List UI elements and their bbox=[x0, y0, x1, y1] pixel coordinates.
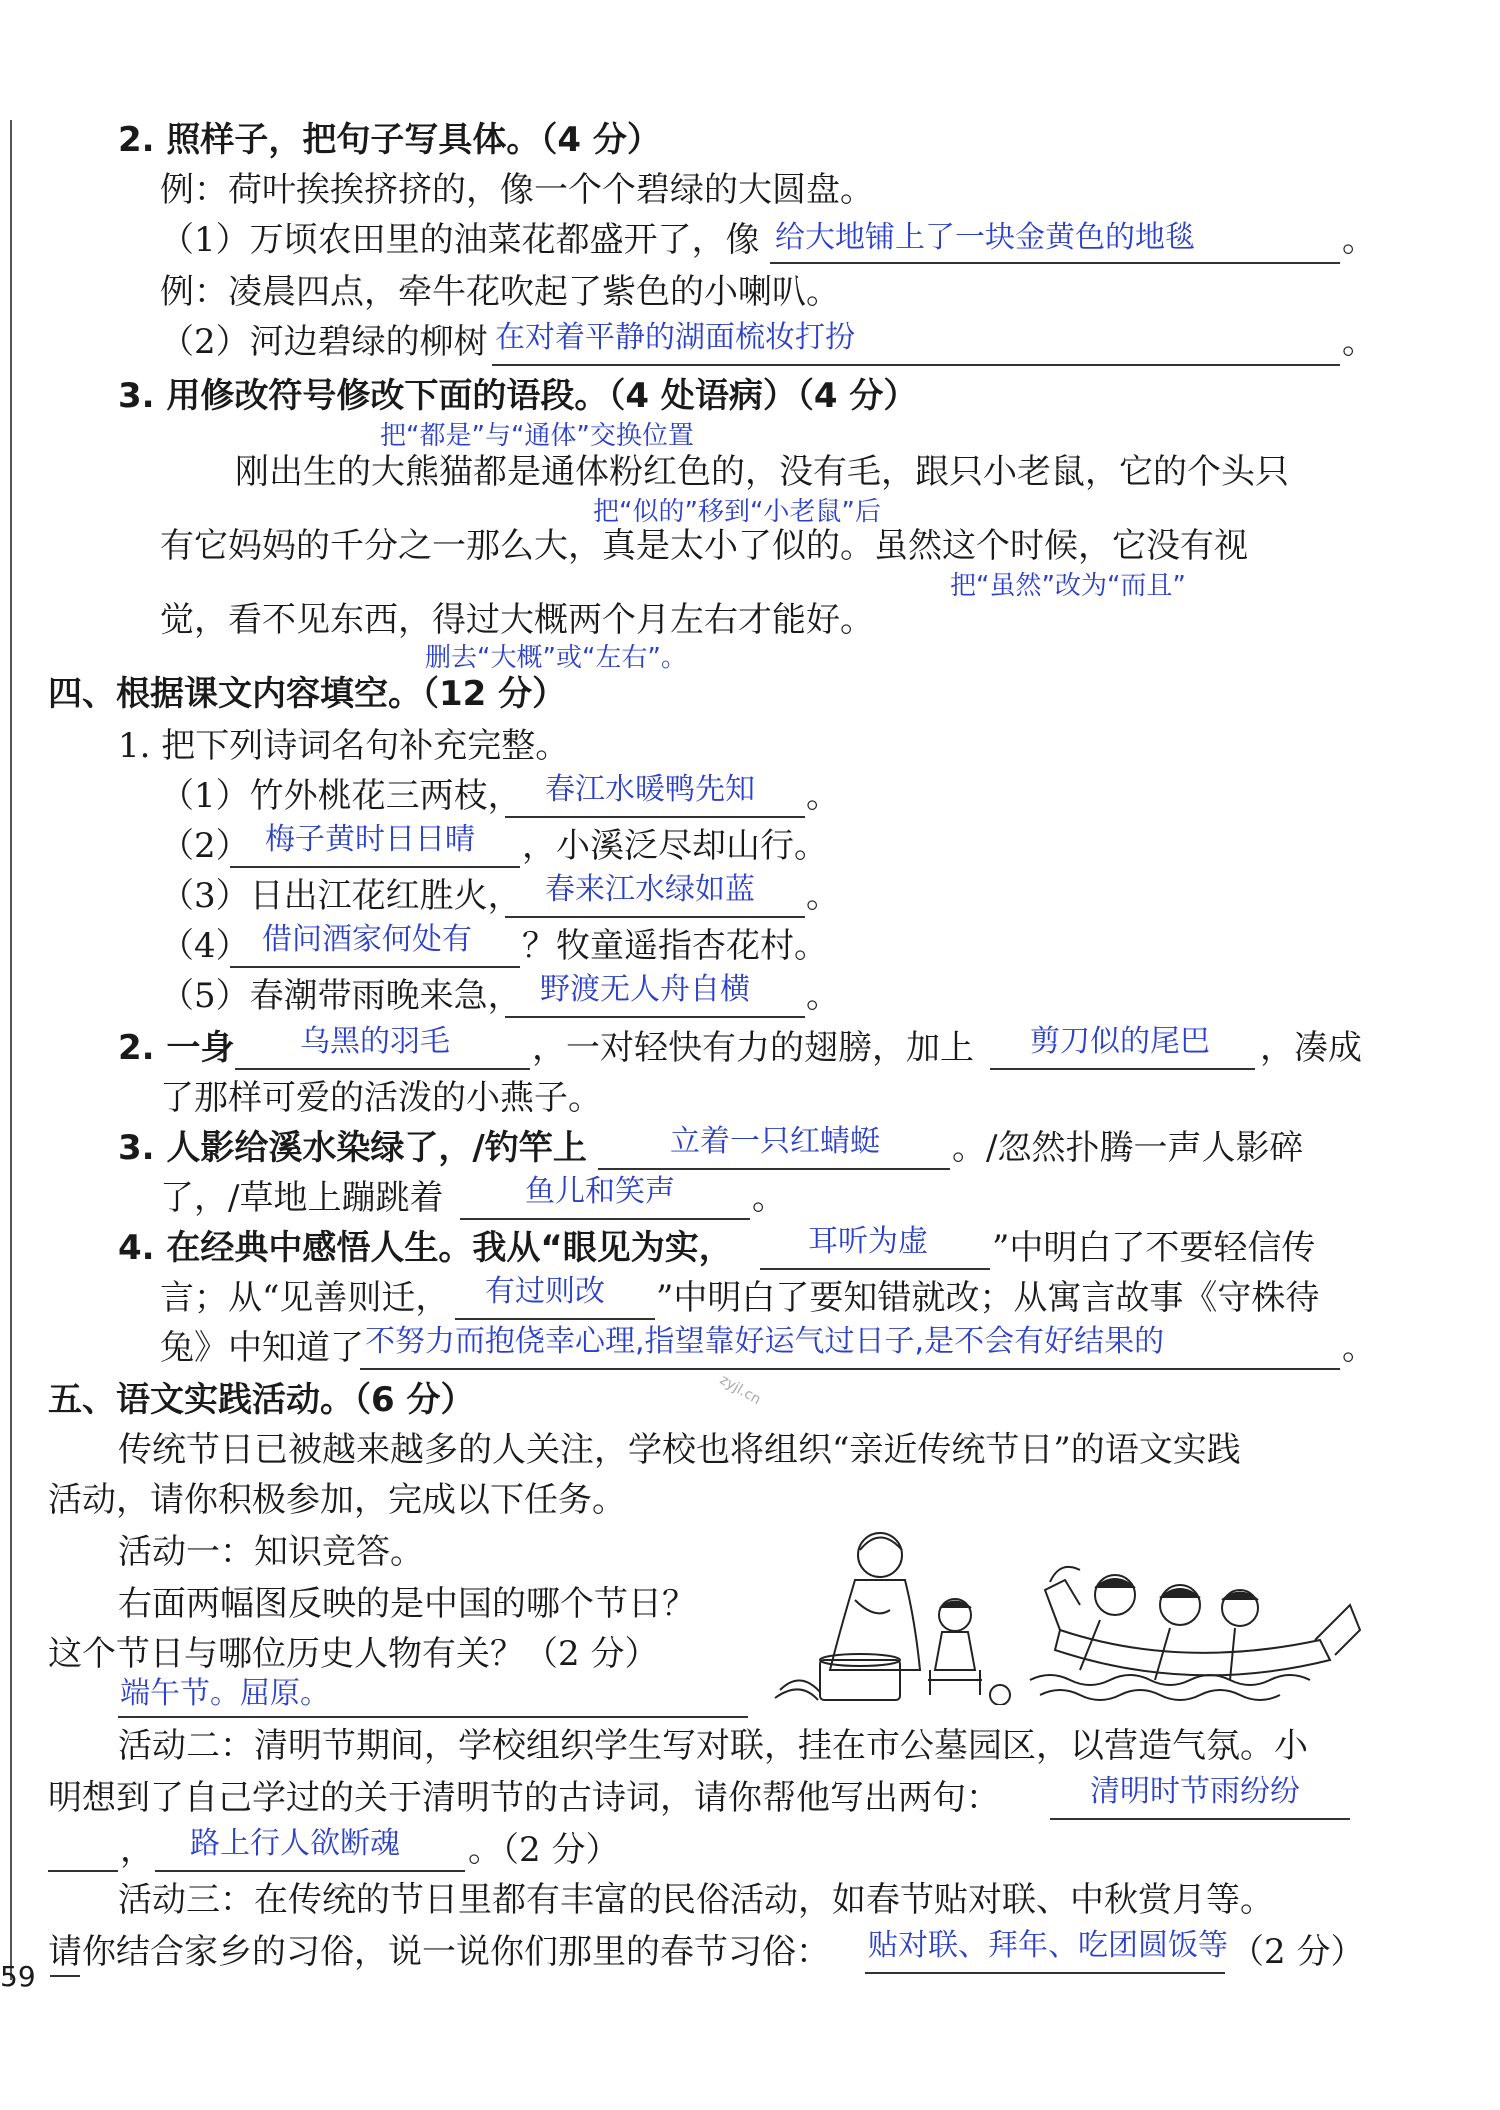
poem-end-1: 。 bbox=[806, 776, 840, 816]
q3-note-1: 把“都是”与“通体”交换位置 bbox=[380, 421, 694, 451]
s4-q4-answer-1: 耳听为虚 bbox=[808, 1224, 928, 1259]
activity-2-line-2: 明想到了自己学过的关于清明节的古诗词，请你帮他写出两句： bbox=[48, 1778, 1000, 1818]
poem-answer-4: 借问酒家何处有 bbox=[262, 922, 472, 957]
poem-line-1: （1）竹外桃花三两枝， bbox=[160, 776, 522, 816]
q2-answer-2: 在对着平静的湖面梳妆打扮 bbox=[495, 320, 855, 355]
s4-q3-b: 。/忽然扑腾一声人影碎 bbox=[952, 1128, 1304, 1168]
s4-q3-answer-2: 鱼儿和笑声 bbox=[525, 1174, 675, 1209]
s4-q2-c: ，凑成 bbox=[1260, 1028, 1362, 1068]
poem-answer-2: 梅子黄时日日晴 bbox=[265, 822, 475, 857]
activity-3-points: （2 分） bbox=[1230, 1932, 1365, 1972]
answer-line bbox=[155, 1870, 465, 1872]
s4-q2-a: 2. 一身 bbox=[118, 1028, 235, 1068]
q2-example-1: 例：荷叶挨挨挤挤的，像一个个碧绿的大圆盘。 bbox=[160, 170, 874, 210]
s4-q2-answer-2: 剪刀似的尾巴 bbox=[1030, 1024, 1210, 1059]
s5-intro-2: 活动，请你积极参加，完成以下任务。 bbox=[48, 1480, 626, 1520]
poem-answer-5: 野渡无人舟自横 bbox=[540, 972, 750, 1007]
q3-title: 3. 用修改符号修改下面的语段。（4 处语病）（4 分） bbox=[118, 376, 918, 416]
answer-line bbox=[505, 816, 805, 818]
answer-line bbox=[235, 1068, 530, 1070]
margin-line bbox=[10, 120, 12, 1980]
answer-line bbox=[118, 1716, 748, 1718]
s4-q4-f: 。 bbox=[1342, 1328, 1376, 1368]
q3-paragraph-line-1: 刚出生的大熊猫都是通体粉红色的，没有毛，跟只小老鼠，它的个头只 bbox=[235, 452, 1289, 492]
poem-end-5: 。 bbox=[806, 976, 840, 1016]
q3-note-3: 把“虽然”改为“而且” bbox=[950, 571, 1186, 601]
poem-line-2: （2） bbox=[160, 826, 250, 866]
s4-q3-answer-1: 立着一只红蜻蜓 bbox=[670, 1124, 880, 1159]
s4-q2-d: 了那样可爱的活泼的小燕子。 bbox=[160, 1078, 602, 1118]
q3-note-2: 把“似的”移到“小老鼠”后 bbox=[593, 497, 881, 527]
s4-q4-answer-3: 不努力而抱侥幸心理,指望靠好运气过日子,是不会有好结果的 bbox=[365, 1324, 1165, 1359]
answer-line bbox=[505, 916, 805, 918]
s4-q4-answer-2: 有过则改 bbox=[485, 1274, 605, 1309]
s4-q3-c: 了，/草地上蹦跳着 bbox=[160, 1178, 444, 1218]
answer-line bbox=[760, 1268, 990, 1270]
answer-line bbox=[460, 1218, 750, 1220]
answer-line bbox=[598, 1168, 950, 1170]
activity-2-answer-2: 路上行人欲断魂 bbox=[190, 1826, 400, 1861]
q3-note-4: 删去“大概”或“左右”。 bbox=[425, 643, 687, 673]
q2-title: 2. 照样子，把句子写具体。（4 分） bbox=[118, 120, 661, 160]
poem-answer-1: 春江水暖鸭先知 bbox=[545, 772, 755, 807]
activity-3-line-2: 请你结合家乡的习俗，说一说你们那里的春节习俗： bbox=[48, 1932, 830, 1972]
activity-3-answer: 贴对联、拜年、吃团圆饭等 bbox=[868, 1928, 1228, 1963]
q2-answer-1: 给大地铺上了一块金黄色的地毯 bbox=[775, 220, 1195, 255]
activity-1-title: 活动一：知识竞答。 bbox=[118, 1532, 424, 1572]
s4-q4-a: 4. 在经典中感悟人生。我从“眼见为实， bbox=[118, 1228, 733, 1268]
s4-q1-title: 1. 把下列诗词名句补充完整。 bbox=[118, 726, 570, 766]
activity-2-line-1: 活动二：清明节期间，学校组织学生写对联，挂在市公墓园区，以营造气氛。小 bbox=[118, 1726, 1308, 1766]
poem-line-5: （5）春潮带雨晚来急， bbox=[160, 976, 522, 1016]
answer-line bbox=[230, 866, 520, 868]
q2-end-2: 。 bbox=[1342, 322, 1376, 362]
festival-illustration bbox=[760, 1520, 1370, 1705]
q3-paragraph-line-2: 有它妈妈的千分之一那么大，真是太小了似的。虽然这个时候，它没有视 bbox=[160, 526, 1248, 566]
activity-1-question-2: 这个节日与哪位历史人物有关？（2 分） bbox=[48, 1634, 659, 1674]
poem-end-2: ，小溪泛尽却山行。 bbox=[522, 826, 828, 866]
poem-end-4: ？牧童遥指杏花村。 bbox=[522, 926, 828, 966]
s4-q4-e: 兔》中知道了 bbox=[160, 1328, 364, 1368]
answer-line bbox=[990, 1068, 1255, 1070]
s4-q4-c: 言；从“见善则迁， bbox=[160, 1278, 450, 1318]
answer-line bbox=[1050, 1818, 1350, 1820]
answer-line bbox=[455, 1318, 655, 1320]
s4-q3-a: 3. 人影给溪水染绿了，/钓竿上 bbox=[118, 1128, 587, 1168]
s4-q4-d: ”中明白了要知错就改；从寓言故事《守株待 bbox=[656, 1278, 1320, 1318]
s5-intro-1: 传统节日已被越来越多的人关注，学校也将组织“亲近传统节日”的语文实践 bbox=[118, 1430, 1241, 1470]
poem-answer-3: 春来江水绿如蓝 bbox=[545, 872, 755, 907]
s4-q3-d: 。 bbox=[752, 1178, 786, 1218]
s4-q2-answer-1: 乌黑的羽毛 bbox=[300, 1024, 450, 1059]
section-5-title: 五、语文实践活动。（6 分） bbox=[48, 1380, 475, 1420]
s4-q4-b: ”中明白了不要轻信传 bbox=[992, 1228, 1316, 1268]
q2-example-2: 例：凌晨四点，牵牛花吹起了紫色的小喇叭。 bbox=[160, 272, 840, 312]
poem-line-3: （3）日出江花红胜火， bbox=[160, 876, 522, 916]
answer-line bbox=[230, 966, 520, 968]
activity-2-answer-1: 清明时节雨纷纷 bbox=[1090, 1774, 1300, 1809]
poem-line-4: （4） bbox=[160, 926, 250, 966]
answer-line bbox=[492, 364, 1340, 366]
grandmother-head-shape bbox=[858, 1533, 902, 1577]
answer-line bbox=[770, 262, 1340, 264]
activity-1-answer: 端午节。屈原。 bbox=[120, 1676, 330, 1711]
page-number: 59 bbox=[0, 1960, 36, 1993]
q3-paragraph-line-3: 觉，看不见东西，得过大概两个月左右才能好。 bbox=[160, 600, 874, 640]
q2-sentence-1: （1）万顷农田里的油菜花都盛开了，像 bbox=[160, 220, 760, 260]
activity-1-question-1: 右面两幅图反映的是中国的哪个节日？ bbox=[118, 1584, 696, 1624]
answer-line bbox=[48, 1870, 118, 1872]
watermark: zyjl.cn bbox=[716, 1371, 764, 1409]
activity-2-points: 。（2 分） bbox=[468, 1830, 620, 1870]
activity-2-comma: ， bbox=[120, 1830, 154, 1870]
page-number-dash bbox=[50, 1975, 80, 1977]
answer-line bbox=[360, 1368, 1340, 1370]
s4-q2-b: ，一对轻快有力的翅膀，加上 bbox=[532, 1028, 974, 1068]
q2-end-1: 。 bbox=[1342, 220, 1376, 260]
activity-3-line-1: 活动三：在传统的节日里都有丰富的民俗活动，如春节贴对联、中秋赏月等。 bbox=[118, 1880, 1274, 1920]
section-4-title: 四、根据课文内容填空。（12 分） bbox=[48, 674, 567, 714]
q2-sentence-2: （2）河边碧绿的柳树 bbox=[160, 322, 488, 362]
answer-line bbox=[865, 1972, 1225, 1974]
poem-end-3: 。 bbox=[806, 876, 840, 916]
answer-line bbox=[505, 1016, 805, 1018]
